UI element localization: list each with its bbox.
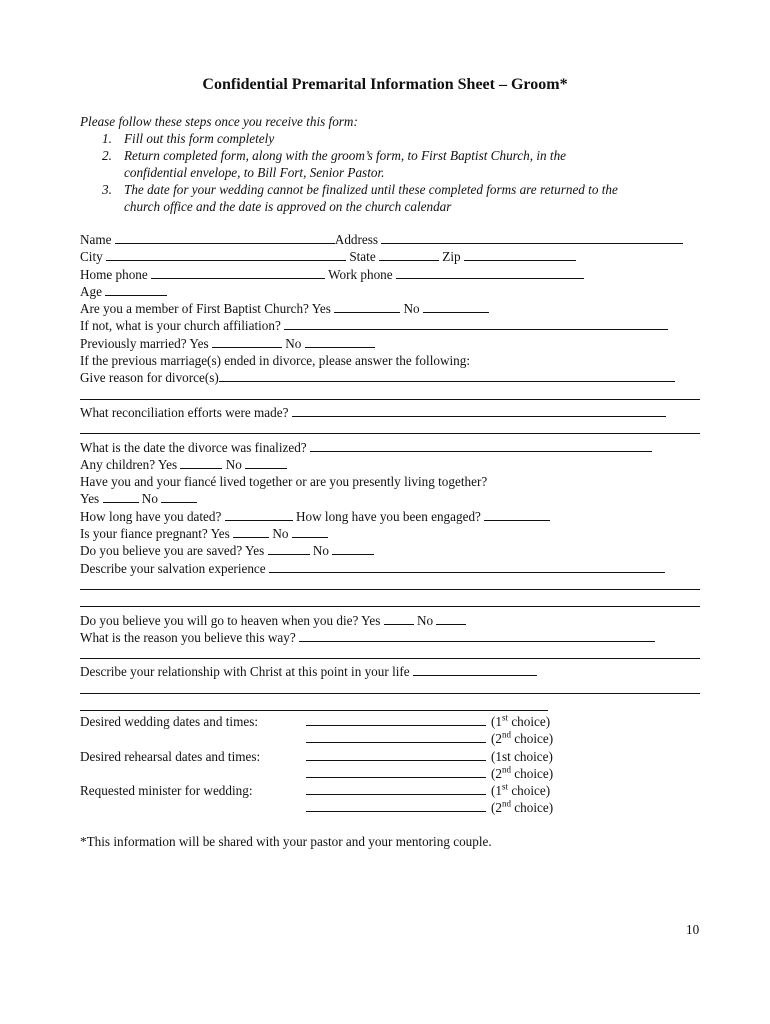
row-blank-line — [80, 387, 700, 404]
yes-label: Yes — [245, 543, 265, 559]
relationship-line-2[interactable] — [80, 698, 548, 711]
step-text: The date for your wedding cannot be finalized until these completed forms are returned to the — [124, 182, 618, 197]
divorce-date-field[interactable] — [310, 439, 652, 452]
yes-label: Yes — [157, 456, 178, 472]
address-label: Address — [334, 232, 379, 247]
engaged-question: How long have you been engaged? — [295, 508, 481, 524]
step-text-continued: church office and the date is approved on the church calendar — [124, 199, 452, 214]
living-yes-field[interactable] — [103, 490, 139, 503]
salvation-line-1[interactable] — [80, 577, 700, 590]
no-label: No — [225, 456, 242, 472]
previously-married-question: Previously married? — [80, 335, 187, 351]
living-together-question: Have you and your fiancé lived together or are you presently living together? — [80, 474, 488, 490]
page-title: Confidential Premarital Information Sheet – Groom* — [202, 76, 568, 93]
children-question: Any children? — [80, 456, 156, 472]
instructions — [80, 113, 618, 215]
work-phone-field[interactable] — [396, 266, 584, 279]
minister-label: Requested minister for wedding: — [80, 783, 253, 799]
saved-yes-field[interactable] — [268, 542, 310, 555]
row-reason — [80, 629, 700, 646]
instruction-steps — [80, 130, 618, 215]
row-pregnant — [80, 525, 700, 542]
minister-choice-1-field[interactable] — [306, 782, 486, 795]
row-city-state-zip — [80, 248, 700, 265]
reconciliation-field[interactable] — [292, 404, 666, 417]
row-divorce-date — [80, 439, 700, 456]
state-field[interactable] — [379, 248, 439, 261]
yes-label: Yes — [189, 335, 209, 351]
relationship-line-1[interactable] — [80, 681, 700, 694]
yes-label: Yes — [80, 491, 100, 507]
married-yes-field[interactable] — [212, 335, 282, 348]
pregnant-question: Is your fiance pregnant? — [80, 526, 208, 542]
no-label: No — [285, 335, 302, 351]
engaged-field[interactable] — [484, 508, 550, 521]
step-number: 3. — [102, 182, 112, 197]
instructions-lead: Please follow these steps once you receive this form: — [80, 114, 358, 129]
pregnant-no-field[interactable] — [292, 525, 328, 538]
row-name-address — [80, 231, 700, 248]
row-living-together-answer — [80, 490, 700, 507]
row-phones — [80, 266, 700, 283]
rehearsal-choice-1-field[interactable] — [306, 748, 486, 761]
home-phone-label: Home phone — [80, 266, 148, 282]
married-no-field[interactable] — [305, 335, 375, 348]
row-children — [80, 456, 700, 473]
relationship-question: Describe your relationship with Christ at this point in your life — [80, 664, 410, 680]
row-salvation — [80, 560, 700, 577]
rehearsal-choice-1 — [80, 748, 680, 765]
row-divorce-intro — [80, 352, 700, 369]
row-blank-line — [80, 646, 700, 663]
yes-label: Yes — [361, 612, 381, 628]
first-choice-label: (1st choice) — [491, 781, 551, 799]
reason-question: What is the reason you believe this way? — [80, 629, 296, 645]
row-blank-line — [80, 594, 700, 611]
rehearsal-choice-2-field[interactable] — [306, 765, 486, 778]
row-divorce-reason — [80, 369, 700, 386]
age-field[interactable] — [105, 283, 167, 296]
no-label: No — [416, 612, 434, 628]
no-label: No — [272, 526, 289, 542]
step-text: Return completed form, along with the groom’s form, to First Baptist Church, in the — [124, 148, 567, 163]
divorce-intro-text: If the previous marriage(s) ended in divorce, please answer the following: — [80, 353, 470, 369]
row-affiliation — [80, 317, 700, 334]
row-blank-line — [80, 577, 700, 594]
step-number: 2. — [102, 148, 112, 163]
reconciliation-line[interactable] — [80, 421, 700, 434]
minister-choice-2-field[interactable] — [306, 799, 486, 812]
relationship-field[interactable] — [413, 663, 537, 676]
row-previously-married — [80, 335, 700, 352]
wedding-choice-1 — [80, 713, 680, 730]
city-label: City — [80, 249, 103, 265]
wedding-dates-label: Desired wedding dates and times: — [80, 714, 258, 729]
yes-label: Yes — [311, 301, 331, 317]
divorce-reason-question: Give reason for divorce(s) — [80, 370, 219, 386]
row-reconciliation — [80, 404, 700, 421]
step-text-continued: confidential envelope, to Bill Fort, Senior Pastor. — [124, 165, 385, 180]
home-phone-field[interactable] — [151, 266, 325, 279]
step-text: Fill out this form completely — [124, 131, 275, 146]
children-yes-field[interactable] — [180, 456, 222, 469]
salvation-question: Describe your salvation experience — [80, 560, 266, 576]
row-member — [80, 300, 700, 317]
age-label: Age — [80, 283, 102, 299]
minister-choice-1 — [80, 782, 680, 799]
divorce-date-question: What is the date the divorce was finalized? — [80, 439, 307, 455]
no-label: No — [403, 301, 420, 317]
minister-choice-2 — [80, 799, 680, 816]
row-age — [80, 283, 700, 300]
row-heaven — [80, 612, 700, 629]
zip-field[interactable] — [464, 248, 576, 261]
info-form — [80, 231, 700, 715]
name-field[interactable] — [115, 231, 335, 244]
reason-line[interactable] — [80, 646, 700, 659]
state-label: State — [349, 249, 376, 265]
living-no-field[interactable] — [161, 490, 197, 503]
heaven-no-field[interactable] — [436, 612, 466, 625]
footnote: *This information will be shared with your pastor and your mentoring couple. — [80, 834, 492, 849]
dated-question: How long have you dated? — [80, 508, 222, 524]
children-no-field[interactable] — [245, 456, 287, 469]
no-label: No — [141, 491, 158, 507]
reason-field[interactable] — [299, 629, 655, 642]
heaven-question: Do you believe you will go to heaven when you die? — [80, 612, 359, 628]
row-dated-engaged — [80, 508, 700, 525]
pregnant-yes-field[interactable] — [233, 525, 269, 538]
reconciliation-question: What reconciliation efforts were made? — [80, 404, 289, 420]
saved-question: Do you believe you are saved? — [80, 543, 243, 559]
rehearsal-dates-label: Desired rehearsal dates and times: — [80, 748, 261, 764]
salvation-field[interactable] — [269, 560, 665, 573]
no-label: No — [312, 543, 329, 559]
row-saved — [80, 542, 700, 559]
row-blank-line — [80, 681, 700, 698]
page-number: 10 — [686, 922, 700, 937]
zip-label: Zip — [442, 249, 461, 265]
wedding-choice-2-field[interactable] — [306, 730, 486, 743]
name-label: Name — [80, 232, 112, 247]
row-living-together — [80, 473, 700, 490]
address-field[interactable] — [381, 231, 683, 244]
second-choice-label: (2nd choice) — [491, 799, 554, 816]
first-choice-label: (1st choice) — [491, 712, 551, 729]
second-choice-label: (2nd choice) — [491, 764, 554, 781]
work-phone-label: Work phone — [328, 266, 393, 282]
wedding-choice-1-field[interactable] — [306, 713, 486, 726]
salvation-line-2[interactable] — [80, 594, 700, 607]
first-choice-label: (1st choice) — [491, 748, 553, 764]
dated-field[interactable] — [225, 508, 293, 521]
instruction-step — [80, 181, 618, 215]
member-no-field[interactable] — [423, 300, 489, 313]
yes-label: Yes — [210, 526, 230, 542]
row-relationship — [80, 663, 700, 680]
wedding-choice-2 — [80, 730, 680, 747]
saved-no-field[interactable] — [332, 542, 374, 555]
instruction-step — [80, 130, 618, 147]
step-number: 1. — [102, 131, 112, 146]
date-choices — [80, 713, 680, 817]
divorce-reason-line[interactable] — [80, 387, 700, 400]
member-question: Are you a member of First Baptist Church? — [80, 301, 309, 317]
heaven-yes-field[interactable] — [384, 612, 414, 625]
affiliation-field[interactable] — [284, 317, 668, 330]
row-blank-line — [80, 421, 700, 438]
member-yes-field[interactable] — [334, 300, 400, 313]
second-choice-label: (2nd choice) — [491, 729, 554, 747]
rehearsal-choice-2 — [80, 765, 680, 782]
city-field[interactable] — [106, 248, 346, 261]
instruction-step — [80, 147, 618, 181]
affiliation-question: If not, what is your church affiliation? — [80, 318, 281, 334]
divorce-reason-field[interactable] — [219, 369, 675, 382]
